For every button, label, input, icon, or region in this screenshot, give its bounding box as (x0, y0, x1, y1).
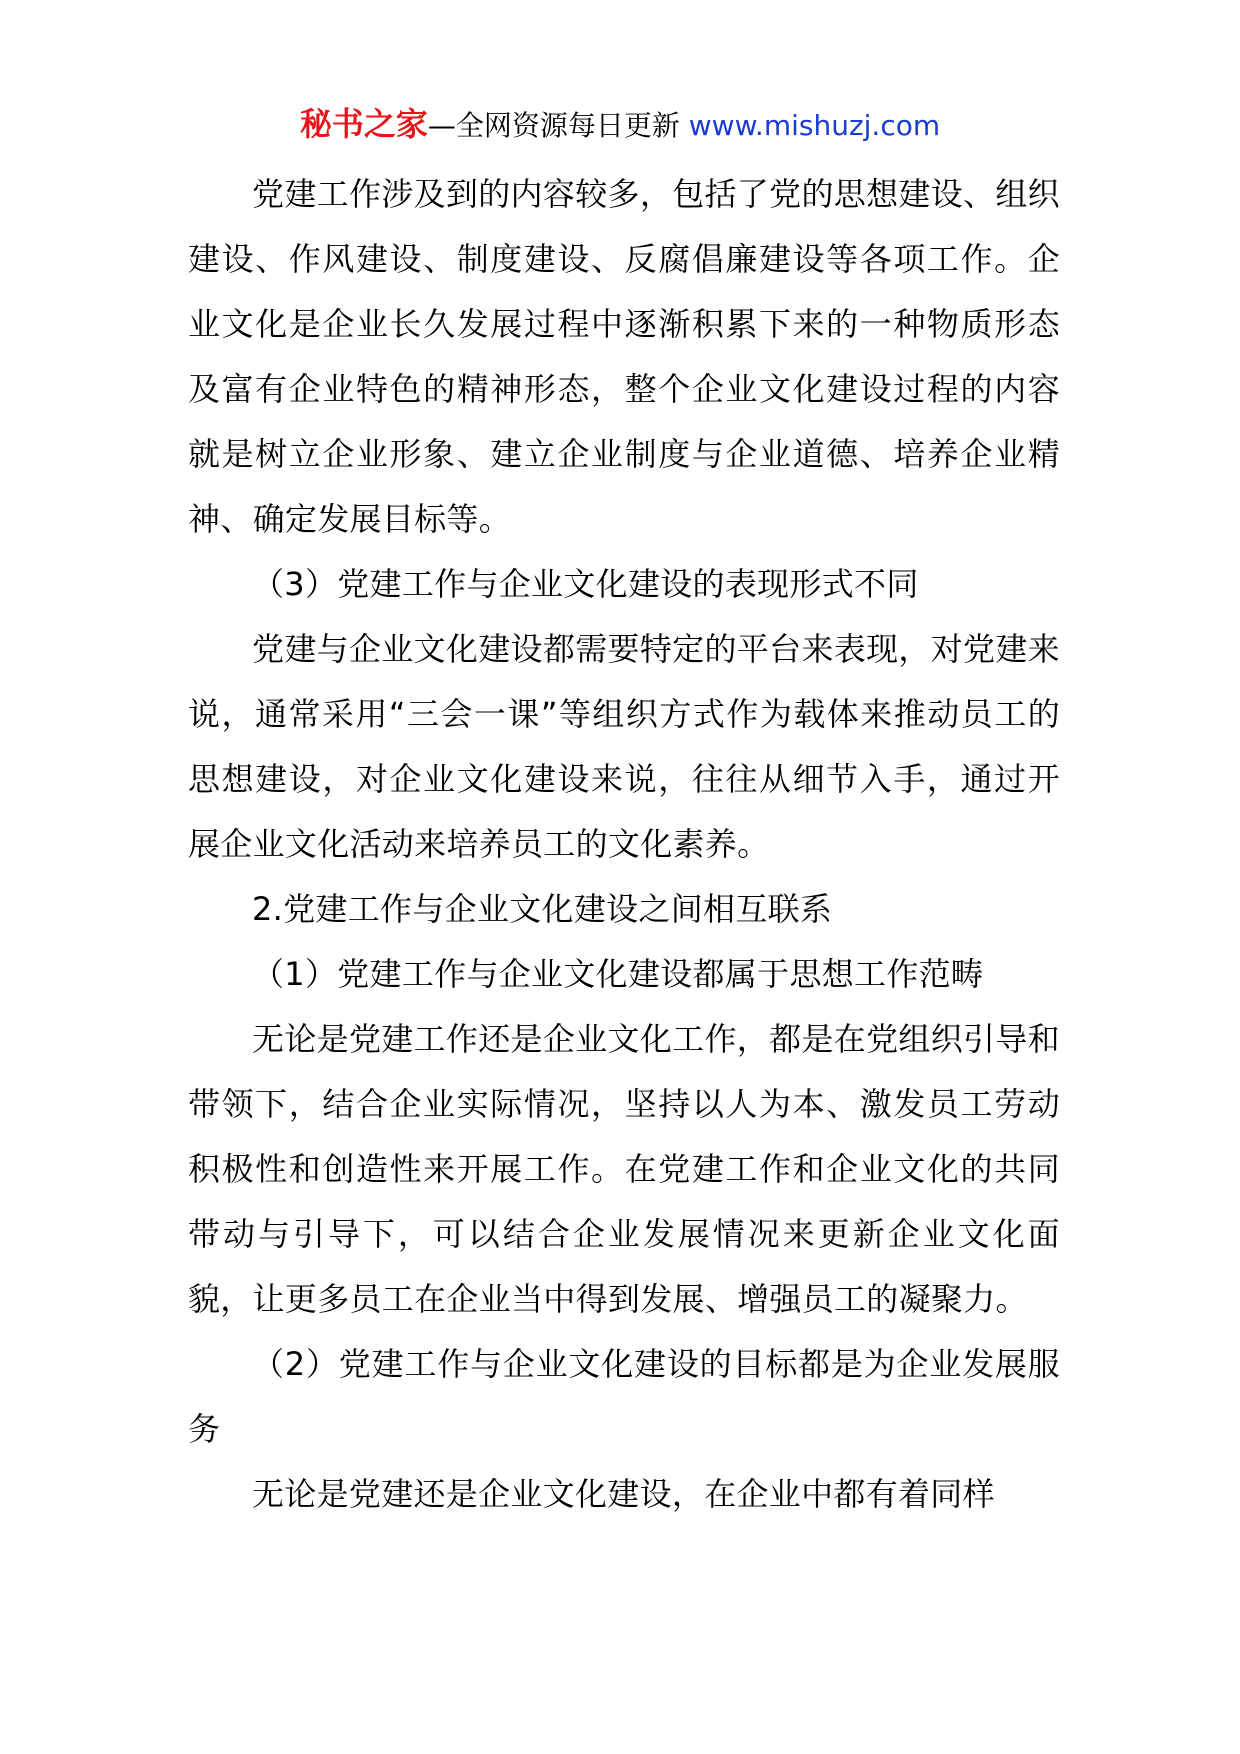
site-url-link[interactable]: www.mishuzj.com (688, 109, 941, 142)
header-tagline: —全网资源每日更新 (427, 109, 689, 142)
paragraph-1: 党建工作涉及到的内容较多，包括了党的思想建设、组织建设、作风建设、制度建设、反腐倡廉建设等各项工作。企业文化是企业长久发展过程中逐渐积累下来的一种物质形态及富有企业特色的精神形态，整个企业文化建设过程的内容就是树立企业形象、建立企业制度与企业道德、培养企业精神、确定发展目标等。 (188, 175, 1060, 538)
section-heading-2: 2.党建工作与企业文化建设之间相互联系 (252, 890, 833, 928)
paragraph-4: 无论是党建还是企业文化建设，在企业中都有着同样 (252, 1475, 995, 1513)
paragraph-2: 党建与企业文化建设都需要特定的平台来表现，对党建来说，通常采用“三会一课”等组织方式作为载体来推动员工的思想建设，对企业文化建设来说，往往从细节入手，通过开展企业文化活动来培养员工的文化素养。 (188, 630, 1060, 863)
paragraph-3: 无论是党建工作还是企业文化工作，都是在党组织引导和带领下，结合企业实际情况，坚持以人为本、激发员工劳动积极性和创造性来开展工作。在党建工作和企业文化的共同带动与引导下，可以结合企业发展情况来更新企业文化面貌，让更多员工在企业当中得到发展、增强员工的凝聚力。 (188, 1020, 1060, 1318)
subsection-heading-1: （1）党建工作与企业文化建设都属于思想工作范畴 (252, 955, 984, 993)
watermark-header (0, 100, 1240, 150)
document-body (188, 162, 1060, 1527)
section-heading-3: （3）党建工作与企业文化建设的表现形式不同 (252, 565, 919, 603)
brand-name: 秘书之家 (299, 105, 428, 143)
subsection-heading-2: （2）党建工作与企业文化建设的目标都是为企业发展服务 (188, 1345, 1060, 1448)
